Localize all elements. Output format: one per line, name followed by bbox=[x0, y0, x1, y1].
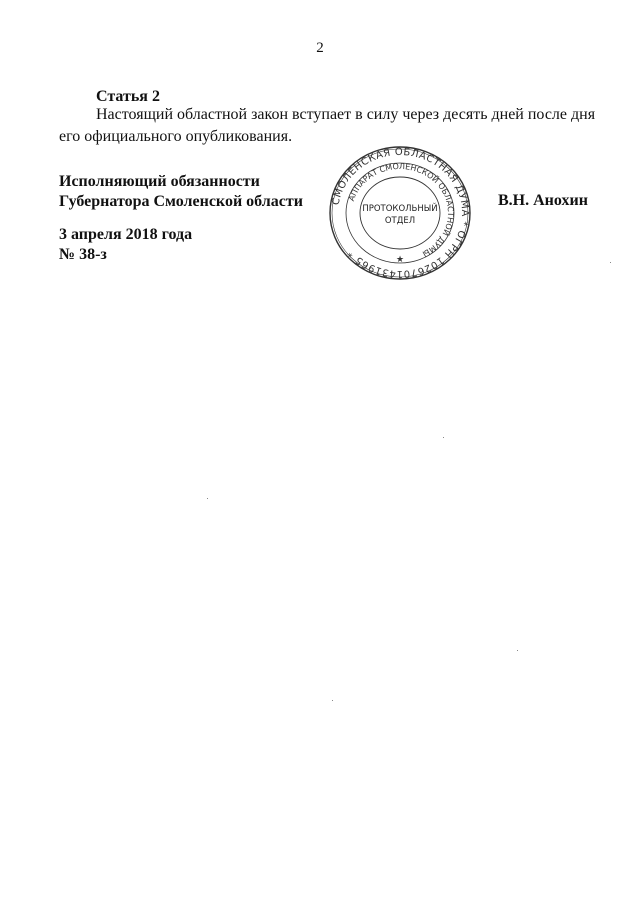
signatory-name: В.Н. Анохин bbox=[498, 192, 588, 209]
stamp-inner-text: АППАРАТ СМОЛЕНСКОЙ ОБЛАСТНОЙ ДУМЫ bbox=[346, 161, 456, 259]
document-date-number bbox=[59, 225, 192, 265]
document-number: № 38-з bbox=[59, 246, 107, 263]
scan-speck bbox=[517, 650, 518, 651]
stamp-center-line1: ПРОТОКОЛЬНЫЙ bbox=[362, 204, 438, 214]
stamp-star-icon: ★ bbox=[395, 255, 405, 265]
scan-speck bbox=[332, 700, 333, 701]
scan-speck bbox=[610, 262, 611, 263]
scan-speck bbox=[443, 437, 444, 438]
scan-speck bbox=[207, 498, 208, 499]
signatory-title bbox=[59, 172, 303, 212]
signatory-title-line2: Губернатора Смоленской области bbox=[59, 193, 303, 210]
stamp-outer-text: СМОЛЕНСКАЯ ОБЛАСТНАЯ ДУМА * ОГРН 1026701431965 * bbox=[330, 146, 471, 280]
stamp-center-line2: ОТДЕЛ bbox=[384, 216, 416, 226]
document-date: 3 апреля 2018 года bbox=[59, 226, 193, 243]
article-text: Настоящий областной закон вступает в силу через десять дней после дня его официального опубликования. bbox=[59, 106, 596, 145]
page-number: 2 bbox=[316, 40, 324, 56]
signatory-title-line1: Исполняющий обязанности bbox=[59, 173, 260, 190]
official-stamp bbox=[327, 145, 473, 281]
article-heading: Статья 2 bbox=[96, 88, 160, 105]
